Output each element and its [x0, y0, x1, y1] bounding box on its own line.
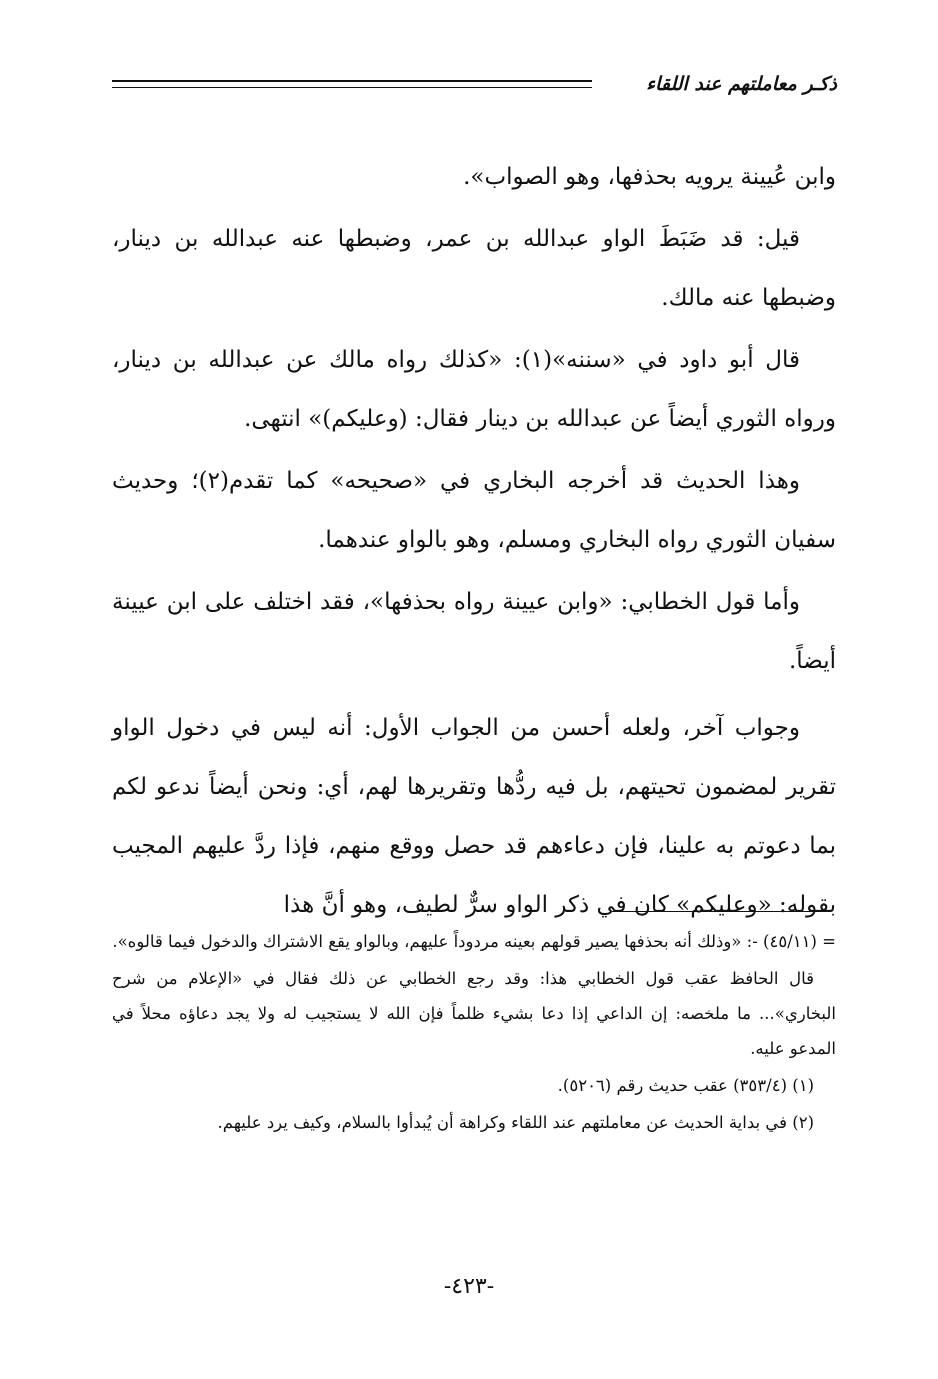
- paragraph: وابن عُيينة يرويه بحذفها، وهو الصواب».: [463, 164, 836, 190]
- main-text: [112, 148, 836, 938]
- footnote: (١) (٣٥٣/٤) عقب حديث رقم (٥٢٠٦).: [557, 1076, 814, 1095]
- footnote: قال الحافظ عقب قول الخطابي هذا: وقد رجع الخطابي عن ذلك فقال في «الإعلام من شرح البخاري»... ما ملخصه: إن الداعي إذا دعا بشيء ظلماً فإن الله لا يستجيب له ولا يجد دعاؤه محلاً في المدعو عليه.: [112, 969, 836, 1058]
- paragraph: وهذا الحديث قد أخرجه البخاري في «صحيحه» كما تقدم(٢)؛ وحديث سفيان الثوري رواه البخاري ومسلم، وهو بالواو عندهما.: [112, 468, 836, 553]
- paragraph: وأما قول الخطابي: «وابن عيينة رواه بحذفها»، فقد اختلف على ابن عيينة أيضاً.: [112, 589, 836, 674]
- running-title: ذكـر معاملتهم عند اللقاء: [646, 73, 837, 95]
- paragraph: وجواب آخر، ولعله أحسن من الجواب الأول: أنه ليس في دخول الواو تقرير لمضمون تحيتهم، بل فيه ردُّها وتقريرها لهم، أي: ونحن أيضاً ندعو لكم بما دعوتم به علينا، فإن دعاءهم قد حصل ووقع منهم، فإذا ردَّ عليهم المجيب بقوله: «وعليكم» كان في ذكر الواو سرٌّ لطيف، وهو أنَّ هذا: [112, 715, 836, 918]
- paragraph: قال أبو داود في «سننه»(١): «كذلك رواه مالك عن عبدالله بن دينار، ورواه الثوري أيضاً عن عبدالله بن دينار فقال: (وعليكم)» انتهى.: [112, 347, 836, 432]
- paragraph: قيل: قد ضَبَطَ الواو عبدالله بن عمر، وضبطها عنه عبدالله بن دينار، وضبطها عنه مالك.: [112, 226, 836, 311]
- header-rule-thin: [112, 87, 592, 88]
- footnote-separator: [612, 911, 827, 912]
- footnote: = (٤٥/١١) -: «وذلك أنه بحذفها يصير قولهم بعينه مردوداً عليهم، وبالواو يقع الاشتراك والدخول فيما قالوه».: [112, 932, 836, 951]
- page-number: -٤٢٣-: [443, 1274, 495, 1299]
- footnotes: [112, 924, 836, 1142]
- footnote: (٢) في بداية الحديث عن معاملتهم عند اللقاء وكراهة أن يُبدأوا بالسلام، وكيف يرد عليهم.: [217, 1113, 814, 1132]
- header-rule: [112, 80, 592, 82]
- running-header: [112, 68, 837, 108]
